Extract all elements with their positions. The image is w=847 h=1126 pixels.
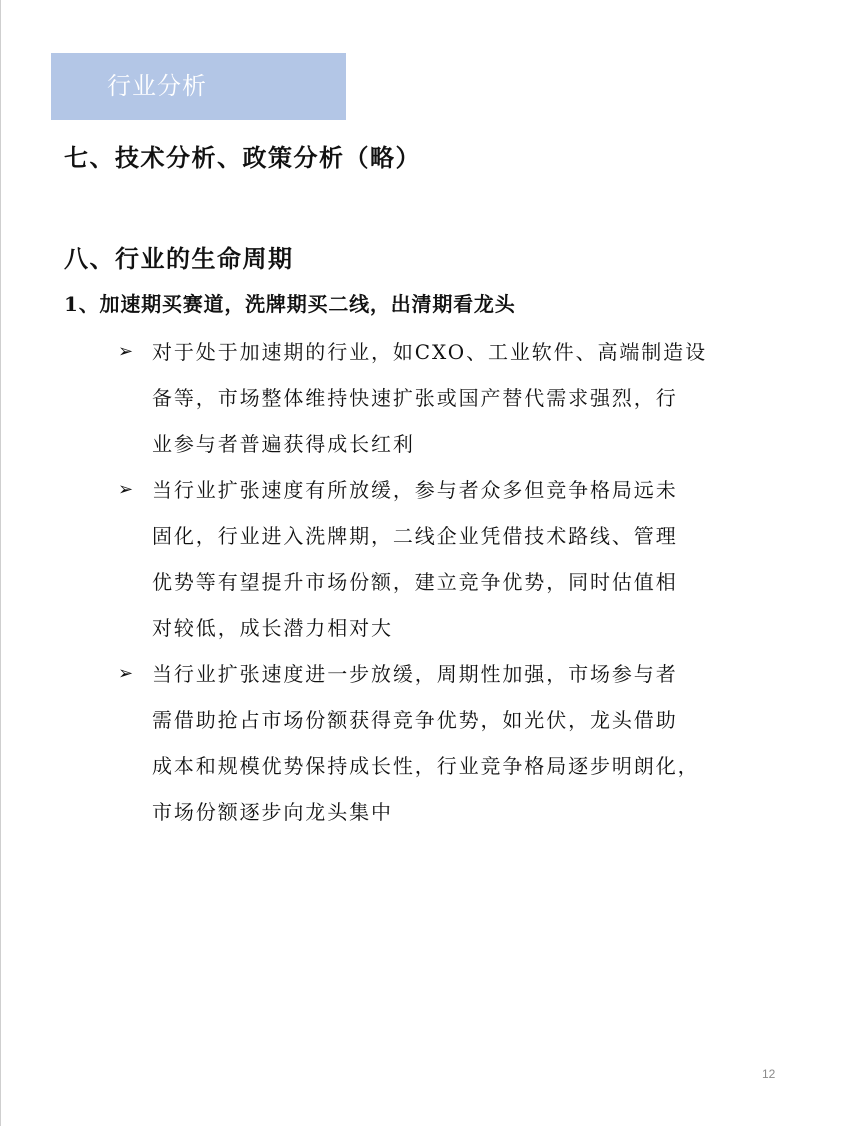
bullet-item-acceleration [118,329,788,467]
bullet-item-consolidation [118,651,788,835]
arrow-bullet-icon: ➢ [118,341,134,362]
banner-title: 行业分析 [107,72,207,100]
page-number: 12 [762,1067,776,1081]
arrow-bullet-icon: ➢ [118,479,134,500]
bullet-text-line: 固化，行业进入洗牌期，二线企业凭借技术路线、管理 [152,524,678,548]
heading-industry-lifecycle: 八、行业的生命周期 [64,244,294,273]
bullet-text-line: 业参与者普遍获得成长红利 [152,432,415,456]
bullet-text-line: 当行业扩张速度进一步放缓，周期性加强，市场参与者 [152,662,678,686]
bullet-text-line: 成本和规模优势保持成长性，行业竞争格局逐步明朗化， [152,754,700,778]
bullet-text-line: 优势等有望提升市场份额，建立竞争优势，同时估值相 [152,570,678,594]
bullet-text-line: 需借助抢占市场份额获得竞争优势，如光伏，龙头借助 [152,708,678,732]
bullet-text-line: 对于处于加速期的行业，如CXO、工业软件、高端制造设 [152,340,707,364]
subheading-lifecycle-strategy: 1、加速期买赛道，洗牌期买二线，出清期看龙头 [64,292,516,316]
bullet-text-line: 备等，市场整体维持快速扩张或国产替代需求强烈，行 [152,386,678,410]
arrow-bullet-icon: ➢ [118,663,134,684]
bullet-text-line: 对较低，成长潜力相对大 [152,616,393,640]
bullet-text-line: 当行业扩张速度有所放缓，参与者众多但竞争格局远未 [152,478,678,502]
bullet-list [118,329,788,835]
bullet-text-line: 市场份额逐步向龙头集中 [152,800,393,824]
bullet-item-shakeout [118,467,788,651]
heading-technical-policy-analysis: 七、技术分析、政策分析（略） [64,143,421,172]
page-left-border [0,0,1,1126]
section-banner [51,53,346,120]
